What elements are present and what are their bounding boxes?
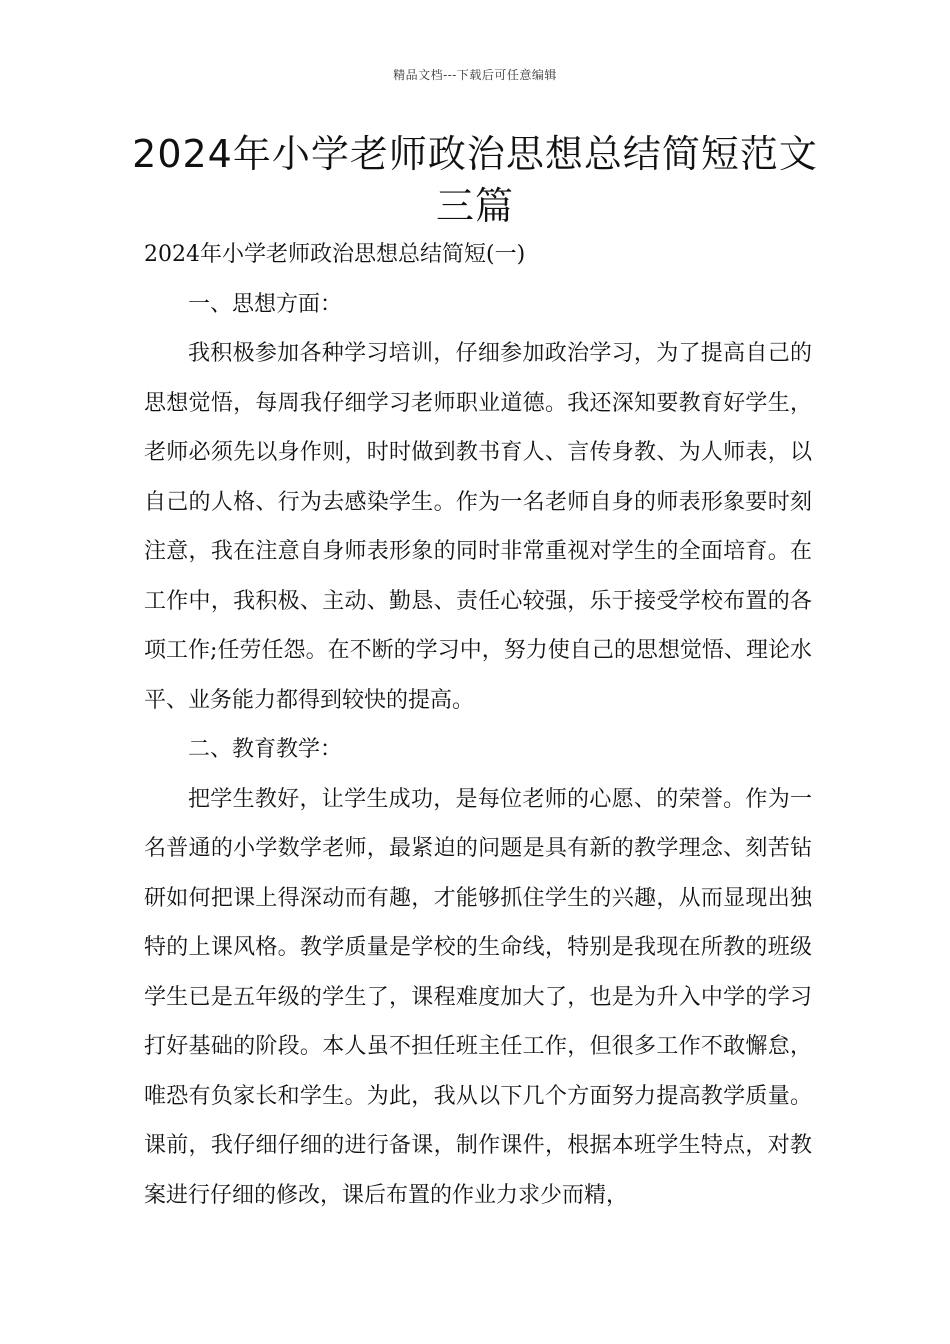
paragraph-thought: 我积极参加各种学习培训，仔细参加政治学习，为了提高自己的思想觉悟，每周我仔细学习老师职业道德。我还深知要教育好学生，老师必须先以身作则，时时做到教书育人、言传身教、为人师表，以自己的人格、行为去感染学生。作为一名老师自身的师表形象要时刻注意，我在注意自身师表形象的同时非常重视对学生的全面培育。在工作中，我积极、主动、勤恳、责任心较强，乐于接受学校布置的各项工作;任劳任怨。在不断的学习中，努力使自己的思想觉悟、理论水平、业务能力都得到较快的提高。 bbox=[144, 341, 812, 713]
header-note: 精品文档---下载后可任意编辑 bbox=[393, 68, 557, 82]
section-heading-thought: 一、思想方面： bbox=[188, 291, 343, 317]
document-title: 2024年小学老师政治思想总结简短范文三篇 bbox=[132, 132, 818, 228]
paragraph-teaching: 把学生教好，让学生成功，是每位老师的心愿、的荣誉。作为一名普通的小学数学老师，最紧迫的问题是具有新的教学理念、刻苦钻研如何把课上得深动而有趣，才能够抓住学生的兴趣，从而显现出独特的上课风格。教学质量是学校的生命线，特别是我现在所教的班级学生已是五年级的学生了，课程难度加大了，也是为升入中学的学习打好基础的阶段。本人虽不担任班主任工作，但很多工作不敢懈怠，唯恐有负家长和学生。为此，我从以下几个方面努力提高教学质量。课前，我仔细仔细的进行备课，制作课件，根据本班学生特点，对教案进行仔细的修改，课后布置的作业力求少而精， bbox=[144, 786, 812, 1208]
subtitle: 2024年小学老师政治思想总结简短(一) bbox=[144, 242, 526, 267]
document-body bbox=[144, 230, 812, 1220]
section-heading-teaching: 二、教育教学： bbox=[188, 737, 343, 762]
